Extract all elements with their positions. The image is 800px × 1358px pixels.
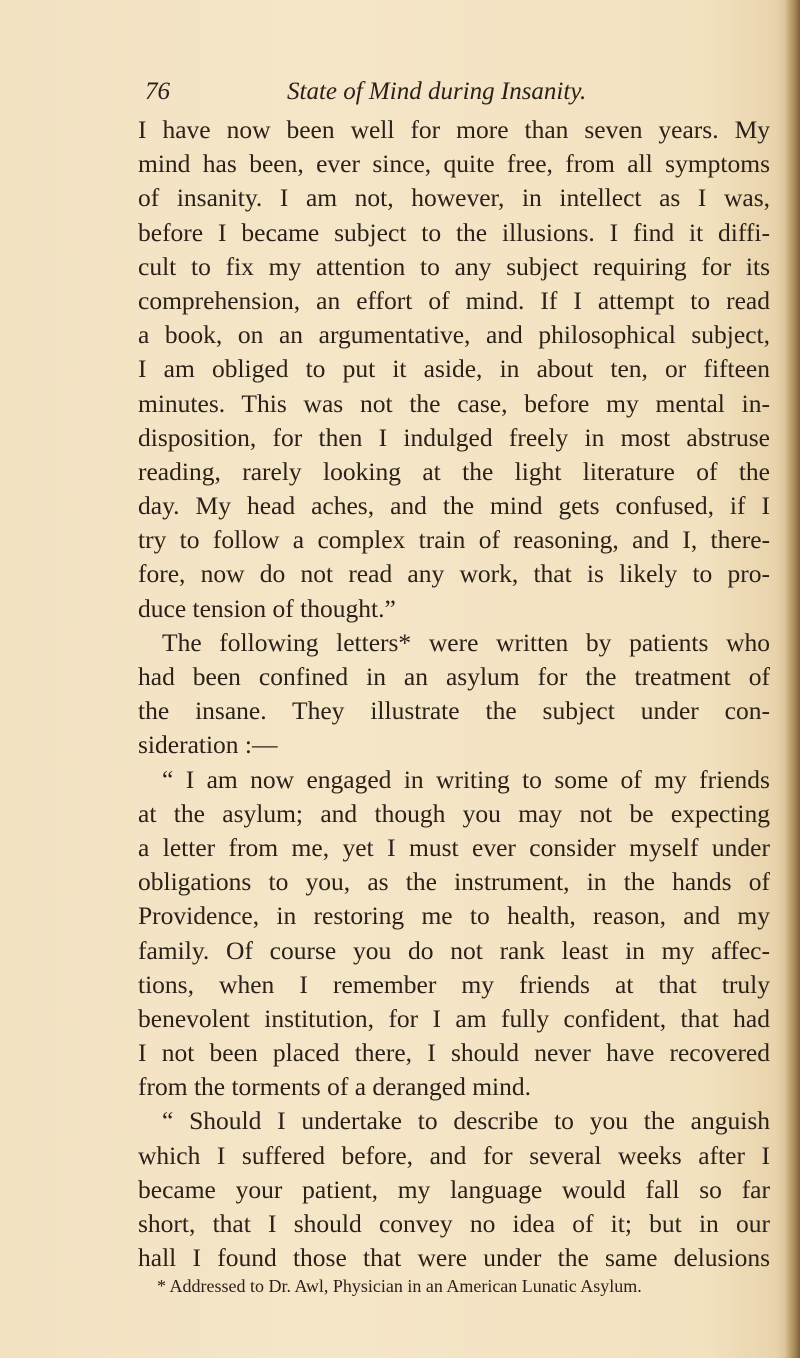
- text-line: Providence, in restoring me to health, reason, and my: [138, 901, 770, 931]
- text-line: duce tension of thought.”: [138, 593, 396, 623]
- text-line: comprehension, an effort of mind. If I attempt to read: [138, 285, 770, 315]
- text-line: benevolent institution, for I am fully confident, that had: [138, 1003, 770, 1033]
- text-line: short, that I should convey no idea of it; but in our: [138, 1209, 770, 1238]
- body-text: [138, 113, 770, 1275]
- text-line: fore, now do not read any work, that is likely to pro-: [138, 559, 770, 589]
- text-line: sideration :—: [138, 730, 278, 760]
- text-line: hall I found those that were under the same delusions: [138, 1243, 770, 1273]
- text-line: had been confined in an asylum for the treatment of: [138, 662, 770, 691]
- text-line: I am obliged to put it aside, in about ten, or fifteen: [138, 354, 770, 384]
- text-line: which I suffered before, and for several weeks after I: [138, 1140, 770, 1170]
- text-line: mind has been, ever since, quite free, from all symptoms: [138, 149, 770, 179]
- text-line: “ Should I undertake to describe to you the anguish: [162, 1106, 770, 1136]
- page-header: [145, 78, 665, 118]
- text-line: minutes. This was not the case, before my mental in-: [138, 388, 770, 418]
- text-line: family. Of course you do not rank least in my affec-: [138, 935, 770, 965]
- text-line: disposition, for then I indulged freely in most abstruse: [138, 422, 770, 452]
- text-line: cult to fix my attention to any subject requiring for its: [138, 251, 770, 281]
- text-line: tions, when I remember my friends at that truly: [138, 969, 770, 999]
- text-line: I not been placed there, I should never have recovered: [138, 1038, 770, 1068]
- text-line: try to follow a complex train of reasoning, and I, there-: [138, 525, 770, 555]
- text-line: the insane. They illustrate the subject under con-: [138, 696, 770, 726]
- text-line: of insanity. I am not, however, in intellect as I was,: [138, 183, 770, 213]
- running-title: State of Mind during Insanity.: [287, 78, 587, 105]
- text-line: from the torments of a deranged mind.: [138, 1072, 532, 1102]
- text-line: The following letters* were written by patients who: [162, 627, 770, 657]
- text-line: before I became subject to the illusions. I find it diffi-: [138, 217, 770, 247]
- text-line: at the asylum; and though you may not be expecting: [138, 798, 770, 828]
- text-line: I have now been well for more than seven years. My: [138, 115, 770, 144]
- text-line: “ I am now engaged in writing to some of my friends: [162, 764, 770, 794]
- page-number: 76: [145, 78, 170, 105]
- footnote: * Addressed to Dr. Awl, Physician in an American Lunatic Asylum.: [157, 1276, 642, 1296]
- text-line: day. My head aches, and the mind gets confused, if I: [138, 491, 770, 521]
- text-line: reading, rarely looking at the light literature of the: [138, 456, 770, 486]
- text-line: a book, on an argumentative, and philosophical subject,: [138, 320, 770, 350]
- text-line: a letter from me, yet I must ever consider myself under: [138, 832, 770, 862]
- text-line: obligations to you, as the instrument, in the hands of: [138, 867, 770, 897]
- text-line: became your patient, my language would fall so far: [138, 1174, 770, 1204]
- page-edge: [786, 0, 800, 1358]
